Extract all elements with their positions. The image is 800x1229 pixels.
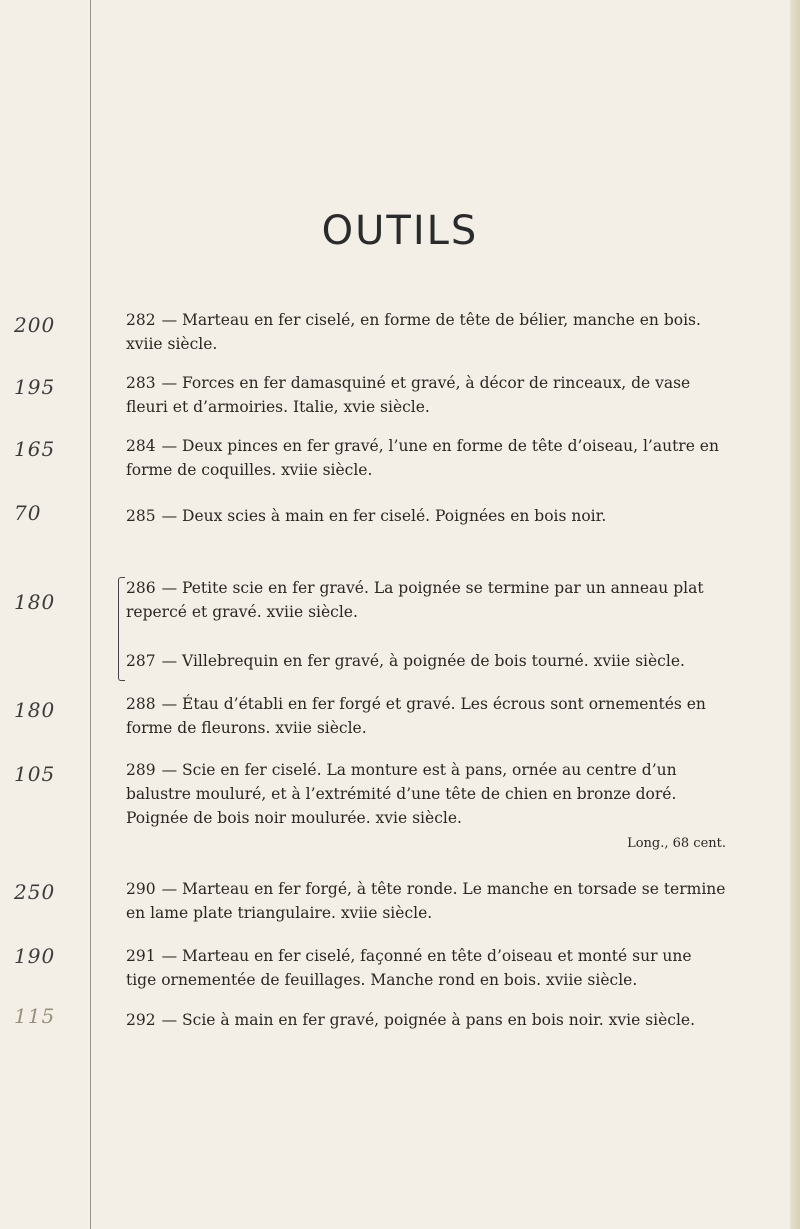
entry-number: 283 [126,374,156,392]
catalog-entry [126,877,726,925]
entry-text: — Marteau en fer ciselé, façonné en tête d’oiseau et monté sur une tige ornementée de feuillages. Manche rond en bois. xviie siècle. [126,947,692,989]
entry-text: — Petite scie en fer gravé. La poignée se termine par un anneau plat repercé et gravé. xviie siècle. [126,579,704,621]
price-annotation: 180 [14,590,56,614]
entry-number: 289 [126,761,156,779]
bracket-286-287 [118,577,125,681]
price-annotation: 115 [14,1004,56,1028]
price-annotation: 195 [14,375,56,399]
entry-text: — Villebrequin en fer gravé, à poignée de bois tourné. xviie siècle. [161,652,685,670]
catalog-entry [126,308,726,356]
entry-number: 288 [126,695,156,713]
entry-number: 284 [126,437,156,455]
price-annotation: 70 [14,501,42,525]
price-annotation: 180 [14,698,56,722]
page-title: OUTILS [321,208,479,254]
margin-rule [90,0,91,1229]
catalog-entry [126,692,726,740]
price-annotation: 250 [14,880,56,904]
catalog-entry [126,576,726,624]
catalog-entry [126,944,726,992]
entry-text: — Deux pinces en fer gravé, l’une en forme de tête d’oiseau, l’autre en forme de coquilles. xviie siècle. [126,437,719,479]
catalog-entry [126,758,726,856]
catalog-entry [126,371,726,419]
entry-text: — Forces en fer damasquiné et gravé, à décor de rinceaux, de vase fleuri et d’armoiries. Italie, xvie siècle. [126,374,691,416]
entry-number: 292 [126,1011,156,1029]
entry-text: — Étau d’établi en fer forgé et gravé. Les écrous sont ornementés en forme de fleurons. xviie siècle. [126,695,706,737]
page-edge [790,0,800,1229]
price-annotation: 200 [14,313,56,337]
catalog-entry [126,1008,726,1032]
entry-text: — Marteau en fer ciselé, en forme de tête de bélier, manche en bois. xviie siècle. [126,311,701,353]
entry-text: — Marteau en fer forgé, à tête ronde. Le manche en torsade se termine en lame plate triangulaire. xviie siècle. [126,880,726,922]
entry-number: 287 [126,652,156,670]
entry-number: 286 [126,579,156,597]
price-annotation: 105 [14,762,56,786]
entry-number: 290 [126,880,156,898]
entry-number: 282 [126,311,156,329]
price-annotation: 165 [14,437,56,461]
entry-text: — Deux scies à main en fer ciselé. Poignées en bois noir. [161,507,607,525]
entry-text: — Scie à main en fer gravé, poignée à pans en bois noir. xvie siècle. [161,1011,696,1029]
catalog-entry [126,649,726,673]
catalog-entry [126,434,726,482]
catalog-entry [126,504,726,528]
price-annotation: 190 [14,944,56,968]
entry-number: 291 [126,947,156,965]
entry-number: 285 [126,507,156,525]
entry-text: — Scie en fer ciselé. La monture est à pans, ornée au centre d’un balustre mouluré, et à l’extrémité d’une tête de chien en bronze doré. Poignée de bois noir moulurée. xvie siècle. [126,761,677,827]
dimension-note: Long., 68 cent. [627,836,726,851]
